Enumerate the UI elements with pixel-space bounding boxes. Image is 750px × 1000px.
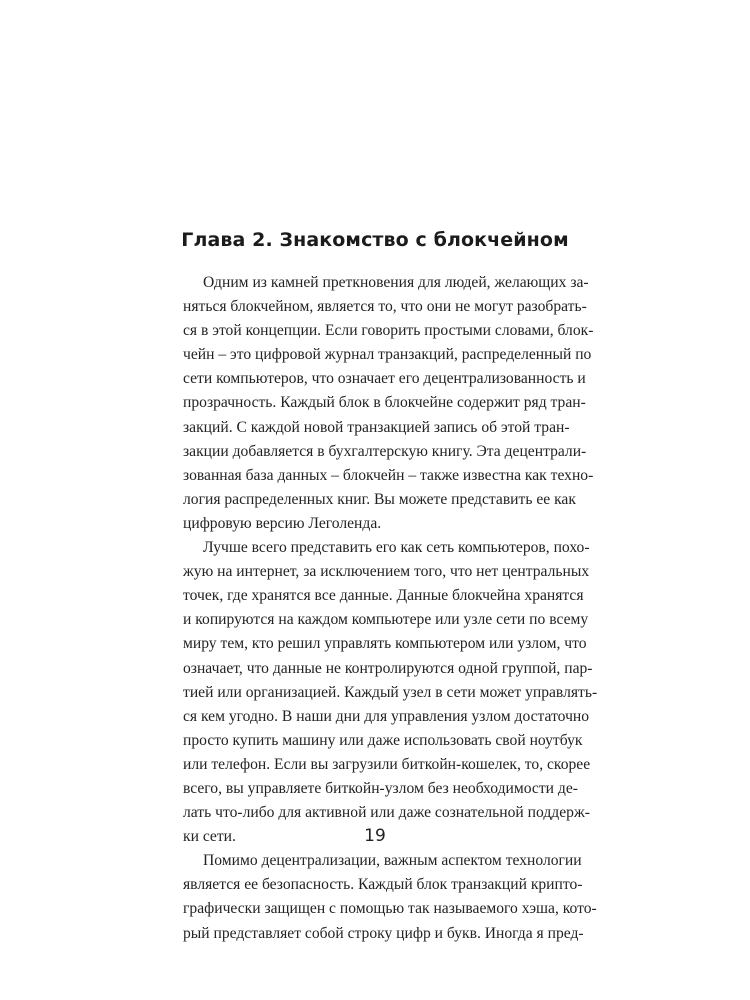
text-line: точек, где хранятся все данные. Данные блокчейна хранятся: [183, 587, 584, 605]
text-line: тией или организацией. Каждый узел в сети может управлять-: [183, 683, 598, 701]
paragraph: [183, 849, 597, 945]
text-line: Лучше всего представить его как сеть компьютеров, похо-: [203, 539, 590, 557]
text-line: просто купить машину или даже использовать свой ноутбук: [183, 731, 583, 749]
paragraph: [183, 271, 594, 536]
text-line: ки сети.: [183, 828, 236, 846]
text-line: зованная база данных – блокчейн – также известна как техно-: [183, 466, 594, 484]
text-line: Помимо децентрализации, важным аспектом технологии: [203, 852, 582, 870]
text-line: всего, вы управляете биткойн-узлом без необходимости де-: [183, 779, 578, 797]
text-line: чейн – это цифровой журнал транзакций, распределенный по: [183, 346, 592, 364]
text-line: и копируются на каждом компьютере или узле сети по всему: [183, 611, 589, 629]
text-line: или телефон. Если вы загрузили биткойн-кошелек, то, скорее: [183, 755, 591, 773]
text-line: лать что-либо для активной или даже сознательной поддерж-: [183, 804, 590, 822]
text-line: означает, что данные не контролируются одной группой, пар-: [183, 659, 593, 677]
text-line: Одним из камней преткновения для людей, желающих за-: [203, 274, 589, 291]
text-line: закции добавляется в бухгалтерскую книгу. Эта децентрали-: [183, 442, 587, 460]
text-line: ся в этой концепции. Если говорить простыми словами, блок-: [183, 322, 594, 340]
text-line: цифровую версию Леголенда.: [183, 514, 382, 532]
chapter-title: Глава 2. Знакомство с блокчейном: [181, 229, 569, 251]
text-line: сети компьютеров, что означает его децентрализованность и: [183, 370, 586, 388]
text-line: прозрачность. Каждый блок в блокчейне содержит ряд тран-: [183, 394, 586, 412]
page-number: 19: [364, 826, 386, 846]
text-line: закций. С каждой новой транзакцией запись об этой тран-: [183, 418, 570, 436]
text-line: жую на интернет, за исключением того, что нет центральных: [183, 563, 590, 581]
text-line: логия распределенных книг. Вы можете представить ее как: [183, 490, 576, 508]
paragraph: [183, 536, 598, 849]
text-line: графически защищен с помощью так называемого хэша, кото-: [183, 900, 597, 918]
text-line: няться блокчейном, является то, что они не могут разобрать-: [183, 298, 587, 316]
text-line: является ее безопасность. Каждый блок транзакций крипто-: [183, 876, 583, 894]
text-line: миру тем, кто решил управлять компьютером или узлом, что: [183, 635, 587, 653]
text-line: рый представляет собой строку цифр и букв. Иногда я пред-: [183, 924, 584, 942]
text-line: ся кем угодно. В наши дни для управления узлом достаточно: [183, 707, 590, 725]
